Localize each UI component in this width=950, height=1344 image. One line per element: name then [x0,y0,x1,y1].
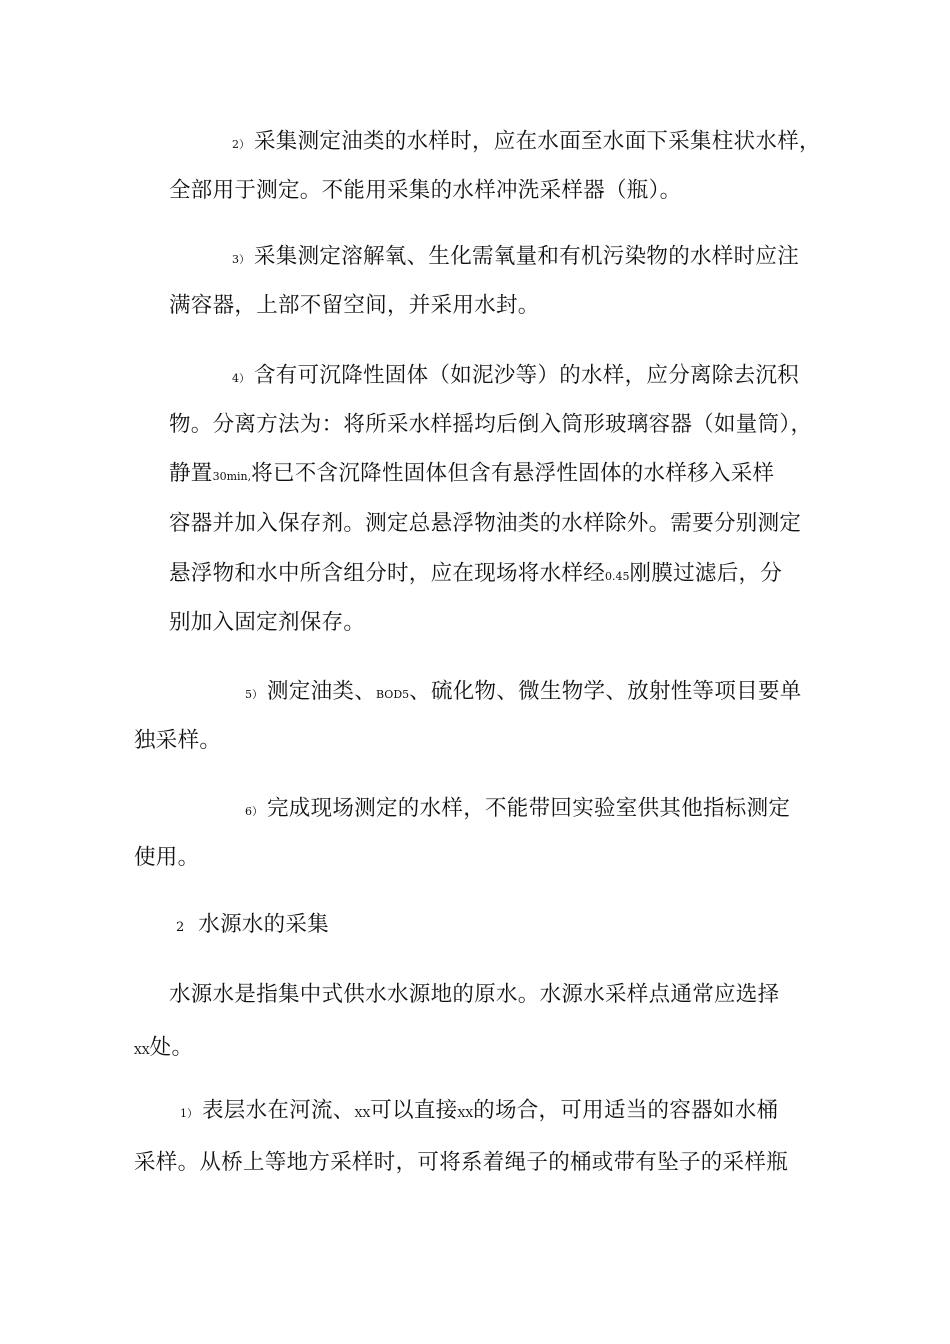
section-number: 2 [176,920,185,935]
p3-line-2: 满容器，上部不留空间，并采用水封。 [169,293,540,318]
p4-line-5: 悬浮物和水中所含组分时，应在现场将水样经0.45刚膜过滤后，分 [169,561,783,586]
p1-line-2: 采样。从桥上等地方采样时，可将系着绳子的桶或带有坠子的采样瓶 [134,1150,789,1175]
section-title: 水源水的采集 [198,912,330,937]
p5-line-2: 独采样。 [134,728,222,753]
intro-line-1: 水源水是指集中式供水水源地的原水。水源水采样点通常应选择 [169,982,780,1007]
p5-number: 5） [245,688,263,701]
intro-line-2: XX处。 [134,1035,194,1060]
p6-number: 6） [245,805,263,818]
p3-line-1: 3） 采集测定溶解氧、生化需氧量和有机污染物的水样时应注 [232,244,800,269]
p4-line-4: 容器并加入保存剂。测定总悬浮物油类的水样除外。需要分别测定 [169,511,802,536]
p4-line-3: 静置30min,将已不含沉降性固体但含有悬浮性固体的水样移入采样 [169,461,775,486]
p6-line-1: 6） 完成现场测定的水样，不能带回实验室供其他指标测定 [245,796,791,821]
p4-line-2: 物。分离方法为：将所采水样摇均后倒入筒形玻璃容器（如量筒）， [169,412,813,437]
p4-line-1: 4） 含有可沉降性固体（如泥沙等）的水样，应分离除去沉积 [232,363,800,388]
p2-line-1: 2） 采集测定油类的水样时，应在水面至水面下采集柱状水样， [232,129,821,154]
p5-line-1: 5） 测定油类、BOD5、硫化物、微生物学、放射性等项目要单 [245,679,802,704]
p1-number: 1） [180,1107,198,1120]
p1-line-1: 1） 表层水在河流、XX可以直接XX的场合，可用适当的容器如水桶 [180,1098,779,1123]
p4-number: 4） [232,372,250,385]
p2-number: 2） [232,138,250,151]
p6-line-2: 使用。 [134,845,200,870]
p4-line-6: 别加入固定剂保存。 [169,610,366,635]
section-heading [176,911,329,942]
p3-number: 3） [232,253,250,266]
p2-line-2: 全部用于测定。不能用采集的水样冲洗采样器（瓶）。 [169,178,682,203]
